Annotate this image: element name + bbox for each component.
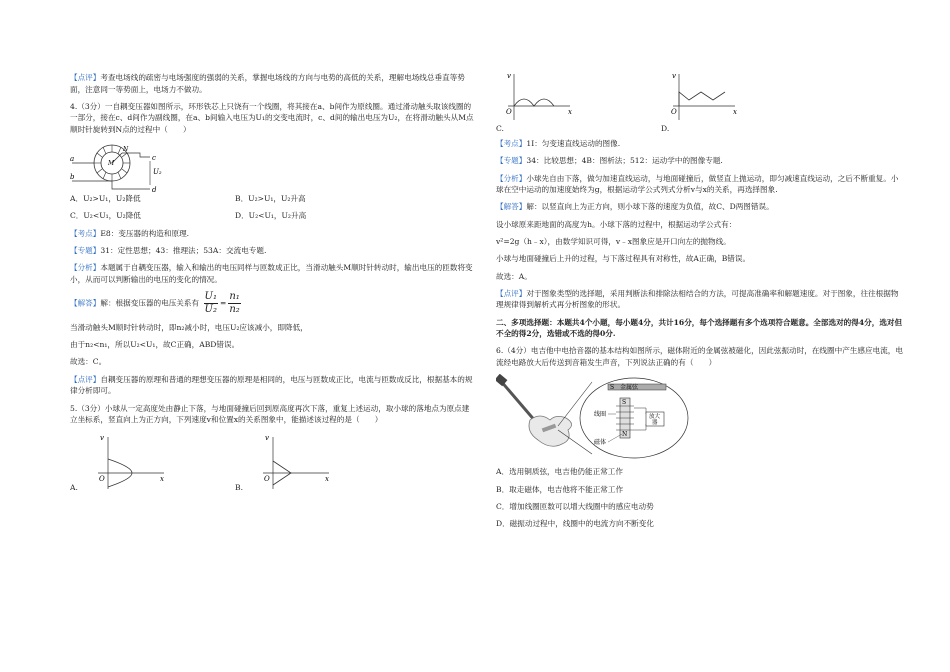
q4-jieda: 【解答】解：根据变压器的电压关系有 $\frac{\text{U₁}}{\text{U₂}}$ = $\frac{\text{n₁}}{\text{n₂}}$ xyxy=(70,291,240,316)
review-paragraph-q3: 【点评】考查电场线的疏密与电场强度的强弱的关系，掌握电场线的方向与电势的高低的关系，理解电场线总垂直等势面，注意同一等势面上，电场力不做功。 xyxy=(70,73,465,94)
q5-jieda: 【解答】解：以竖直向上为正方向，则小球下落的速度为负值，故C、D两图错误。 xyxy=(496,202,774,212)
svg-text:O: O xyxy=(506,108,512,116)
q4-fenxi: 【分析】本题属于自耦变压器，输入和输出的电压同样与匝数成正比，当滑动触头M顺时针转动时，输出电压的匝数将变小，从而可以判断输出的电压的变化的情况。 xyxy=(70,263,473,284)
q4-option-a[interactable]: A．U₂>U₁，U₂降低 xyxy=(70,194,141,204)
q5-fenxi: 【分析】小球先自由下落，做匀加速直线运动，与地面碰撞后，做竖直上抛运动，即匀减速直线运动，之后不断重复。小球在空中运动的加速度始终为g，根据运动学公式列式分析v与x的关系，再选择图象. xyxy=(496,173,899,195)
q5-option-b[interactable]: v x O B. xyxy=(235,431,355,493)
graph-d xyxy=(671,70,751,128)
svg-text:N: N xyxy=(622,431,628,439)
label-c: c xyxy=(152,154,156,163)
fraction-u: $\frac{\text{U₁}}{\text{U₂}}$ xyxy=(204,291,217,316)
label-magnet: 磁体 xyxy=(594,439,607,447)
svg-text:S: S xyxy=(610,384,615,392)
graph-b xyxy=(261,431,341,491)
q5-graphs-cd xyxy=(496,70,906,134)
svg-text:x: x xyxy=(160,475,164,484)
svg-text:x: x xyxy=(568,108,572,116)
label-d: d xyxy=(152,186,157,194)
q4-option-d[interactable]: D．U₂<U₁，U₂升高 xyxy=(235,211,307,221)
svg-text:v: v xyxy=(672,72,676,80)
autotransformer-figure xyxy=(70,141,170,193)
svg-text:v: v xyxy=(100,434,104,443)
svg-text:x: x xyxy=(325,475,329,484)
q4-zhuanti: 【专题】31：定性思想；43：推理法；53A：交流电专题. xyxy=(70,245,267,255)
q5-line-3: 小球与地面碰撞后上升的过程，与下落过程具有对称性，故A正确，B错误。 xyxy=(496,254,751,264)
q4-option-c[interactable]: C．U₂<U₁，U₂降低 xyxy=(70,211,141,221)
q5-option-c[interactable]: v x O C. xyxy=(496,70,661,134)
svg-text:v: v xyxy=(507,72,511,80)
question-6-stem: 6.（4分）电吉他中电拾音器的基本结构如图所示，磁体附近的金属弦被磁化，因此弦振动时，在线圈中产生感应电流，电流经电路放大后传送到音箱发生声音，下列说法正确的有（ ） xyxy=(496,346,903,367)
q4-dianping: 【点评】自耦变压器的原理和普通的理想变压器的原理是相同的，电压与匝数成正比，电流与匝数成反比，根据基本的规律分析即可。 xyxy=(70,374,473,396)
q5-zhuanti: 【专题】34：比较思想；4B：图析法；512：运动学中的图像专题. xyxy=(496,156,723,166)
q5-option-a[interactable]: v x O A. xyxy=(70,431,235,493)
section-2-heading: 二、多项选择题：本题共4个小题，每小题4分，共计16分，每个选择题有多个选项符合题意。全部选对的得4分，选对但不全的得2分，选错或不选的得0分. xyxy=(496,317,903,339)
right-column xyxy=(496,70,906,535)
graph-a xyxy=(96,431,176,491)
q4-options-row-1 xyxy=(70,193,474,205)
label-metal-string: 金属弦 xyxy=(620,384,639,392)
q4-line-2: 由于n₂<n₁，所以U₂<U₁，故C正确，ABD错误。 xyxy=(70,340,240,350)
review-tag: 【点评】 xyxy=(70,73,101,82)
q6-option-c[interactable]: C．增加线圈匝数可以增大线圈中的感应电动势 xyxy=(496,501,654,511)
q5-line-4: 故选：A。 xyxy=(496,271,532,281)
svg-text:O: O xyxy=(671,108,677,116)
left-column xyxy=(70,72,474,497)
label-coil: 线圈 xyxy=(594,411,607,419)
guitar-pickup-figure xyxy=(496,374,696,462)
q4-line-3: 故选：C。 xyxy=(70,357,107,367)
q4-options-row-2 xyxy=(70,210,474,222)
q4-kaodian: 【考点】E8：变压器的构造和原理. xyxy=(70,228,190,238)
q5-kaodian: 【考点】1I：匀变速直线运动的图像. xyxy=(496,139,621,148)
svg-text:S: S xyxy=(622,399,627,407)
svg-text:v: v xyxy=(265,434,269,443)
q6-option-b[interactable]: B．取走磁体，电吉他将不能正常工作 xyxy=(496,484,624,494)
label-m: M xyxy=(108,160,115,168)
label-n: N xyxy=(123,146,129,154)
q5-graphs-ab xyxy=(70,431,474,493)
question-4-stem: 4.（3分）一自耦变压器如图所示，环形铁芯上只饶有一个线圈，将其接在a、b间作为原线圈。通过滑动触头取该线圈的一部分，接在c、d间作为副线圈，在a、b间输入电压为U₁的交变电流时，c、d间的输出电压为U₂，在将滑动触头从M点顺时针旋转到N点的过程中（ ） xyxy=(70,101,474,134)
question-5-stem: 5.（3分）小球从一定高度处由静止下落，与地面碰撞后回到原高度再次下落，重复上述运动，取小球的落地点为原点建立坐标系，竖直向上为正方向，下列速度v和位置x的关系图象中，能描述该过程的是（ ） xyxy=(70,403,470,425)
q5-line-2: v²=2g（h﹣x），由数学知识可得，v﹣x图象应是开口向左的抛物线。 xyxy=(496,236,731,246)
q6-option-a[interactable]: A．选用铜质弦，电吉他仍能正常工作 xyxy=(496,467,623,477)
label-amplifier-2: 器 xyxy=(652,420,658,427)
q6-option-d[interactable]: D．磁振动过程中，线圈中的电流方向不断变化 xyxy=(496,519,654,529)
svg-text:O: O xyxy=(99,475,105,484)
svg-text:x: x xyxy=(733,108,737,116)
label-a: a xyxy=(70,155,75,164)
q5-option-d[interactable]: v x O D. xyxy=(661,70,801,134)
graph-c xyxy=(506,70,586,128)
q4-line-1: 当滑动触头M顺时针转动时，即n₂减小时，电压U₂应该减小，即降低， xyxy=(70,322,308,332)
guitar-illustration xyxy=(496,374,572,446)
q4-option-b[interactable]: B．U₂>U₁，U₂升高 xyxy=(235,194,306,204)
label-u2: U₂ xyxy=(153,168,162,177)
fraction-n: $\frac{\text{n₁}}{\text{n₂}}$ xyxy=(229,291,240,316)
q5-dianping: 【点评】对于图象类型的选择题，采用判断法和排除法相结合的方法，可提高准确率和解题速度。对于图象，往往根据物理规律得到解析式再分析图象的形状。 xyxy=(496,288,899,310)
label-amplifier-1: 放大 xyxy=(649,414,661,421)
q5-line-1: 设小球原来距地面的高度为h。小球下落的过程中，根据运动学公式有： xyxy=(496,219,737,229)
label-b: b xyxy=(70,173,75,182)
svg-text:O: O xyxy=(264,475,270,484)
